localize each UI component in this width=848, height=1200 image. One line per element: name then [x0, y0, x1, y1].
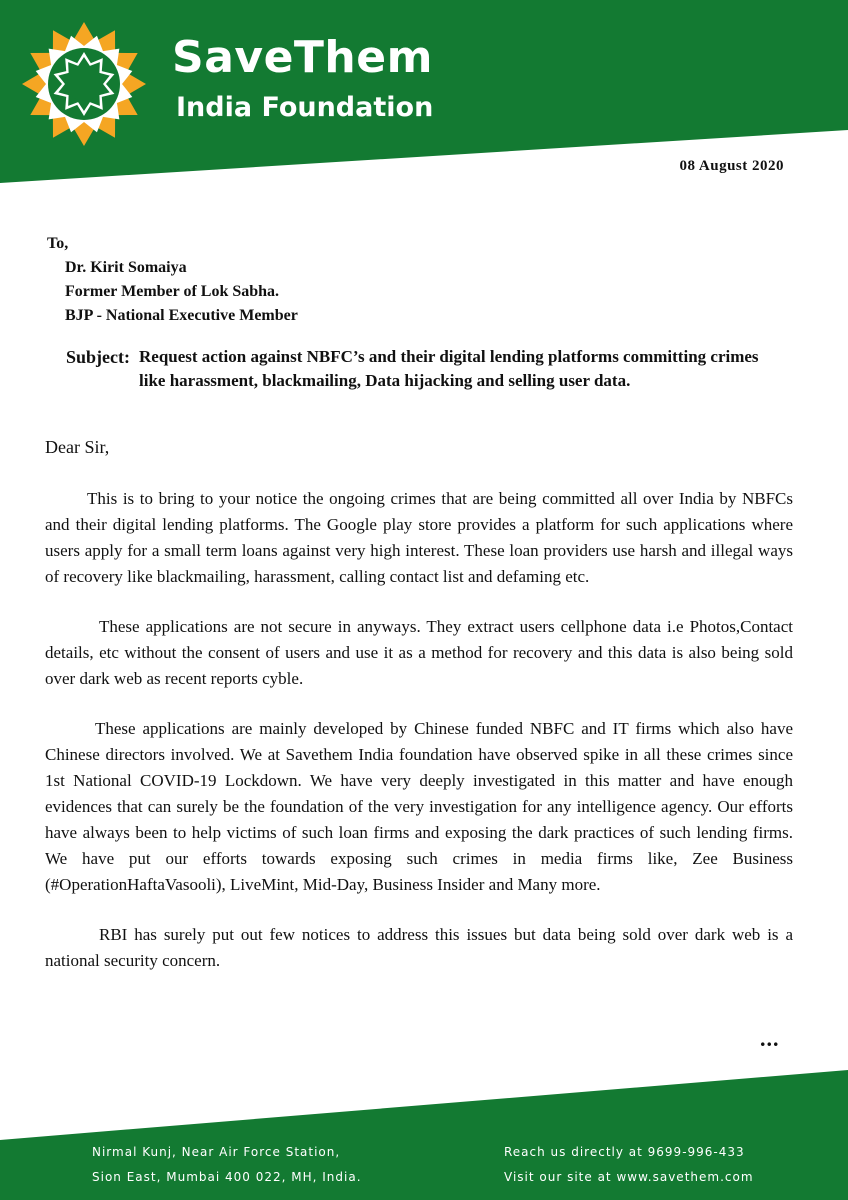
subject-label: Subject: [66, 347, 130, 367]
footer-contact [504, 1140, 754, 1190]
subject-text: Request action against NBFC’s and their digital lending platforms committing crimes like harassment, blackmailing, Data hijacking and selling user data. [139, 347, 759, 390]
recipient-party: BJP - National Executive Member [65, 307, 298, 324]
recipient-title: Former Member of Lok Sabha. [65, 283, 280, 300]
paragraph: RBI has surely put out few notices to address this issues but data being sold over dark web is a national security concern. [45, 925, 793, 970]
continuation-mark: ... [760, 1026, 780, 1051]
paragraph: These applications are not secure in anyways. They extract users cellphone data i.e Photos,Contact details, etc without the consent of users and use it as a method for recovery and this data is also being sold over dark web as recent reports cyble. [45, 617, 793, 688]
brand-subtitle: India Foundation [176, 92, 434, 123]
footer-address [92, 1140, 362, 1190]
letter-body [45, 486, 793, 998]
address-line: Nirmal Kunj, Near Air Force Station, [92, 1145, 341, 1159]
subject-line [66, 345, 786, 393]
salutation: Dear Sir, [45, 437, 110, 457]
brand-name: SaveThem [172, 32, 433, 83]
recipient-name: Dr. Kirit Somaiya [65, 259, 187, 276]
paragraph: This is to bring to your notice the ongoing crimes that are being committed all over India by NBFCs and their digital lending platforms. The Google play store provides a platform for such applications where users apply for a small term loans against very high interest. These loan providers use harsh and illegal ways of recovery like blackmailing, harassment, calling contact list and defaming etc. [45, 489, 793, 586]
sunburst-logo-icon [20, 20, 148, 148]
paragraph: These applications are mainly developed by Chinese funded NBFC and IT firms which also have Chinese directors involved. We at Savethem India foundation have observed spike in all these crimes since 1st National COVID-19 Lockdown. We have very deeply investigated in this matter and have enough evidences that can surely be the foundation of the very investigation for any intelligence agency. Our efforts have always been to help victims of such loan firms and exposing the dark practices of such lending firms. We have put our efforts towards exposing such crimes in media firms like, Zee Business (#OperationHaftaVasooli), LiveMint, Mid-Day, Business Insider and Many more. [45, 719, 793, 894]
website-line: Visit our site at www.savethem.com [504, 1170, 754, 1184]
address-line: Sion East, Mumbai 400 022, MH, India. [92, 1170, 362, 1184]
letter-date: 08 August 2020 [679, 158, 784, 174]
recipient-to: To, [47, 235, 69, 252]
recipient-block [47, 232, 298, 328]
phone-line: Reach us directly at 9699-996-433 [504, 1145, 745, 1159]
